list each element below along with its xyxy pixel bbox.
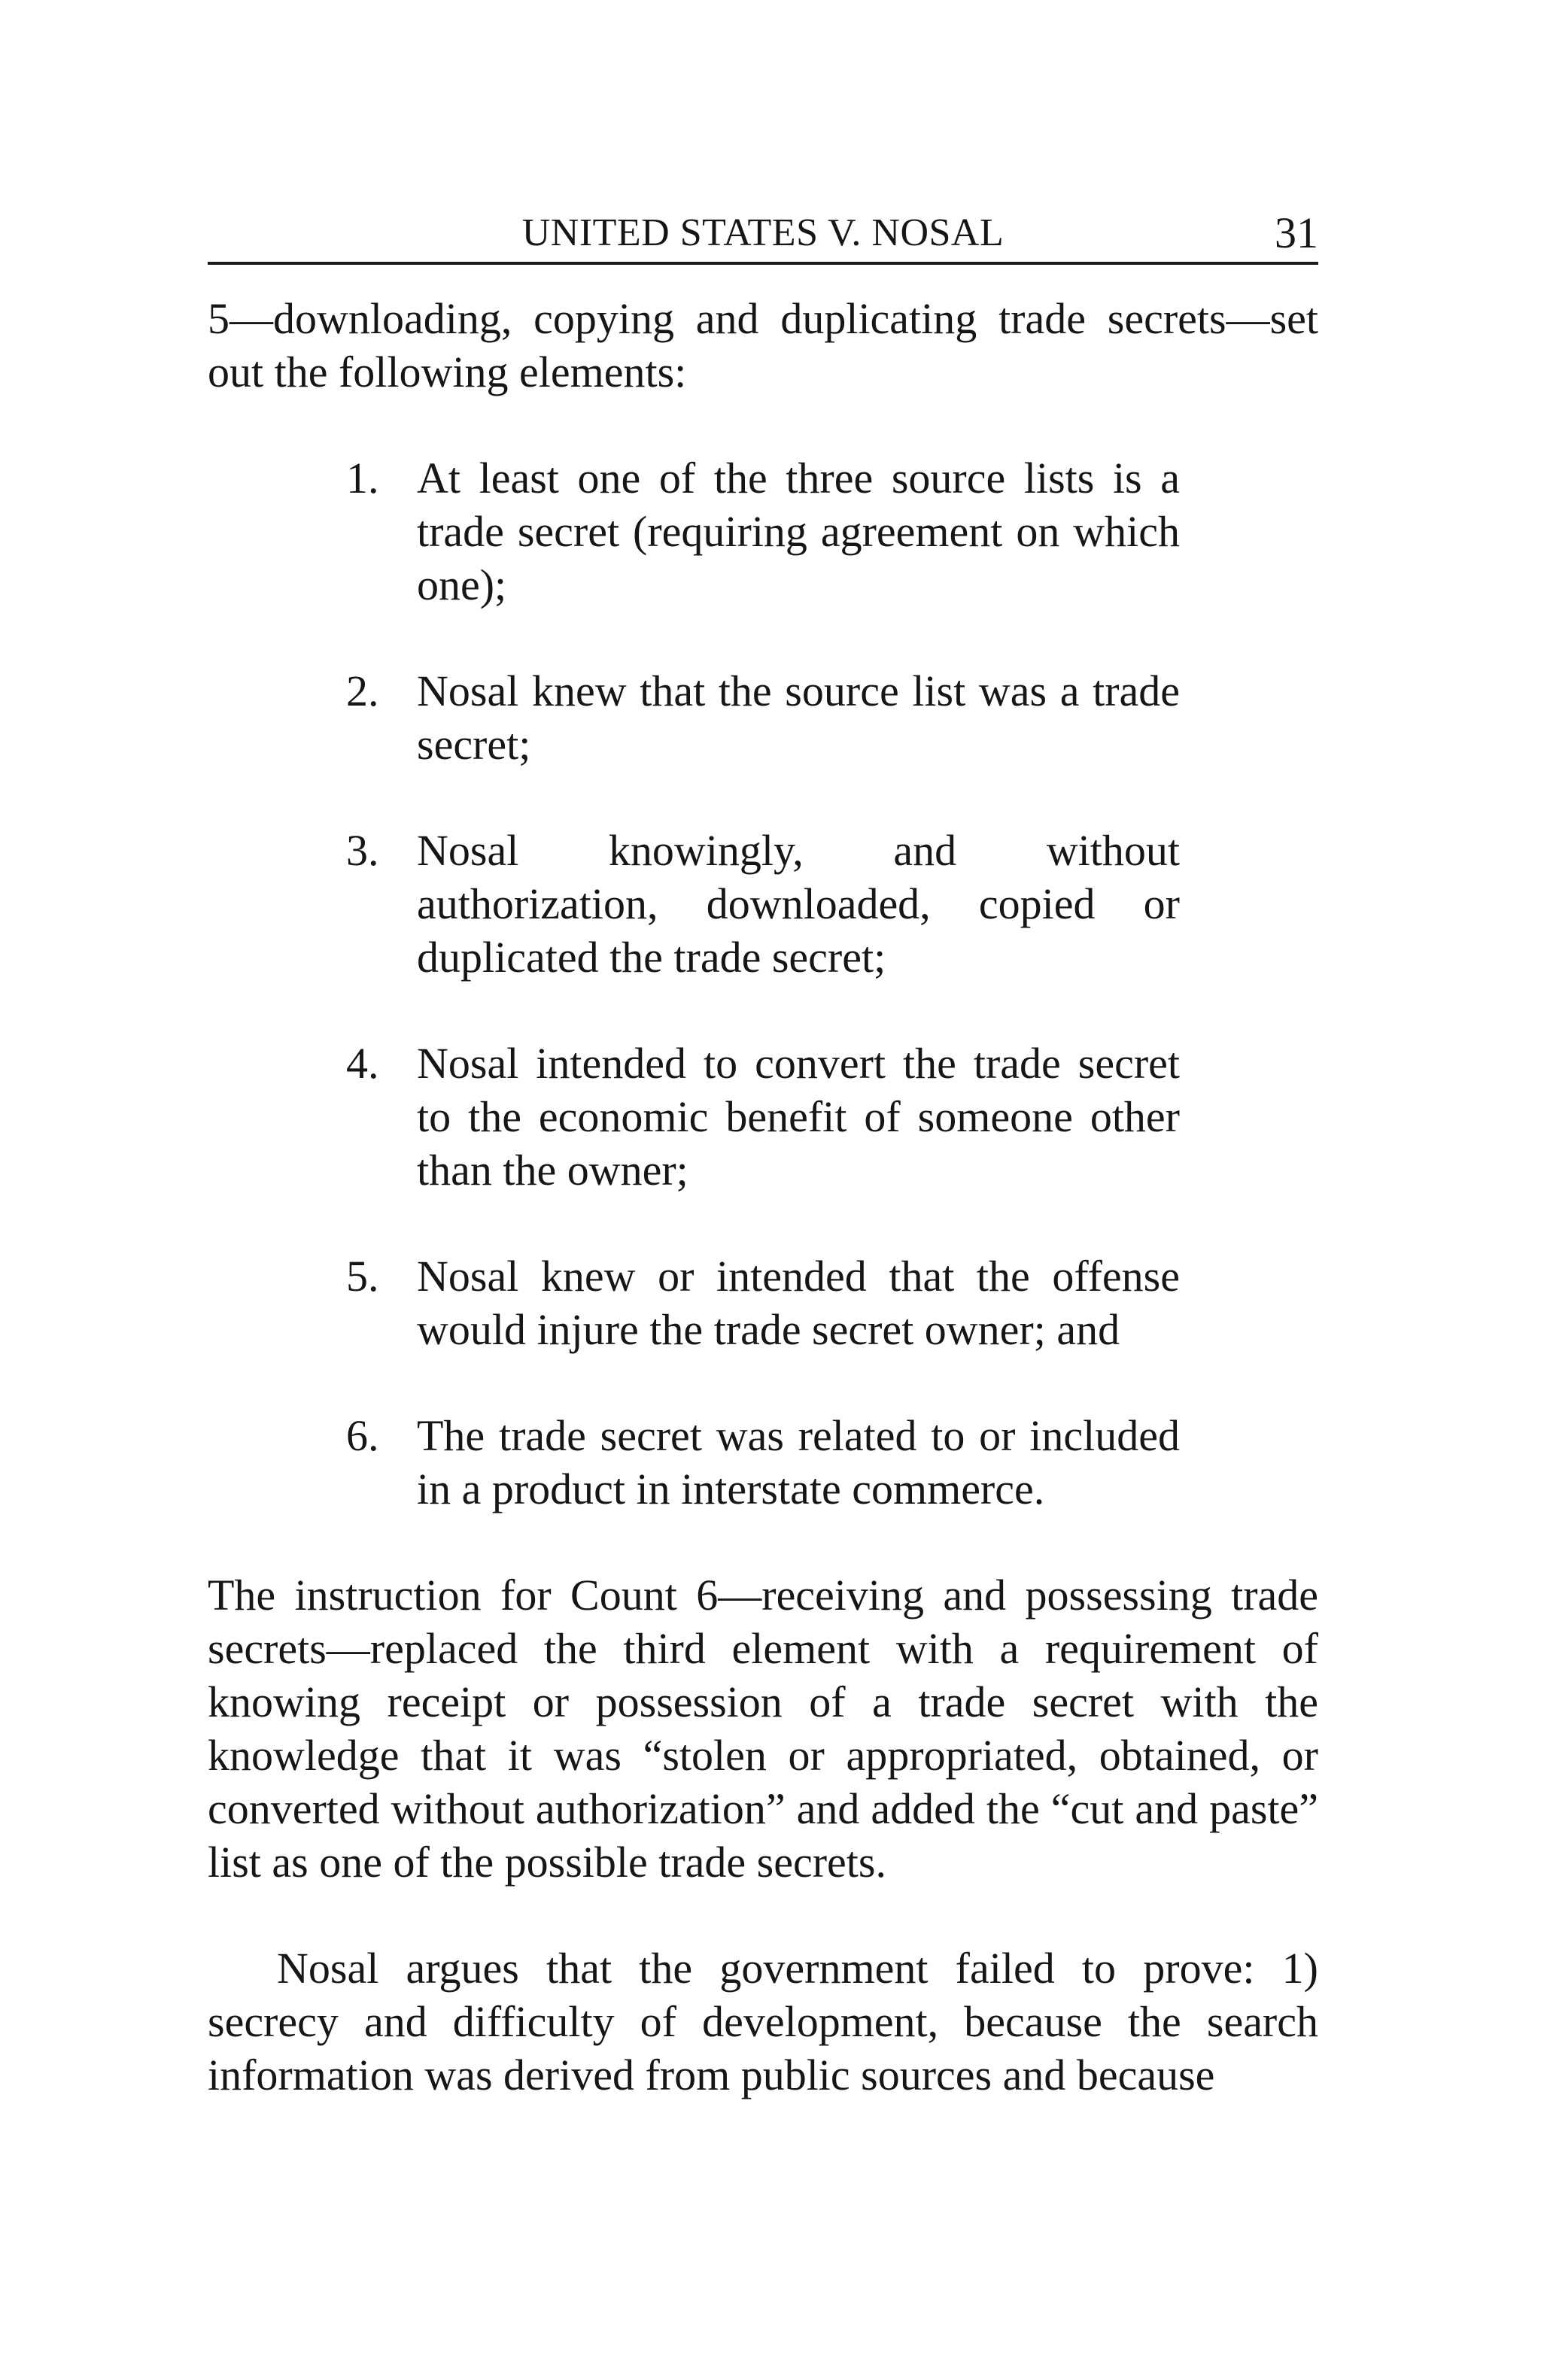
list-item-number: 2.: [346, 666, 379, 715]
list-item-text: Nosal knowingly, and without authorization, downloaded, copied or duplicated the trade secret;: [417, 826, 1180, 982]
list-item-number: 5.: [346, 1252, 379, 1301]
running-title: UNITED STATES V. NOSAL: [521, 211, 1005, 254]
list-item-number: 1.: [346, 454, 379, 502]
list-item: [208, 451, 1180, 612]
list-item-text: Nosal intended to convert the trade secret to the economic benefit of someone other than the owner;: [417, 1039, 1180, 1195]
list-item-text: Nosal knew that the source list was a trade secret;: [417, 666, 1180, 769]
document-page: [208, 203, 1318, 2102]
list-item: [208, 1249, 1180, 1356]
intro-paragraph: 5—downloading, copying and duplicating trade secrets—set out the following elements:: [208, 294, 1318, 396]
list-item: [208, 664, 1180, 771]
list-item: [208, 1409, 1180, 1516]
page-header: [208, 203, 1318, 265]
list-item-text: Nosal knew or intended that the offense would injure the trade secret owner; and: [417, 1252, 1180, 1354]
elements-list: [208, 451, 1318, 1516]
count6-paragraph: The instruction for Count 6—receiving and possessing trade secrets—replaced the third element with a requirement of knowing receipt or possession of a trade secret with the knowledge that it was “stolen or appropriated, obtained, or converted without authorization” and added the “cut and paste” list as one of the possible trade secrets.: [208, 1571, 1318, 1887]
page-number: 31: [1275, 208, 1318, 257]
list-item-text: At least one of the three source lists is a trade secret (requiring agreement on which one);: [417, 454, 1180, 609]
list-item-number: 4.: [346, 1039, 379, 1088]
list-item-text: The trade secret was related to or included in a product in interstate commerce.: [417, 1411, 1180, 1513]
list-item: [208, 1037, 1180, 1197]
list-item-number: 6.: [346, 1411, 379, 1460]
argument-paragraph: Nosal argues that the government failed to prove: 1) secrecy and difficulty of development, because the search information was derived from public sources and because: [208, 1944, 1318, 2099]
list-item-number: 3.: [346, 826, 379, 875]
list-item: [208, 824, 1180, 984]
